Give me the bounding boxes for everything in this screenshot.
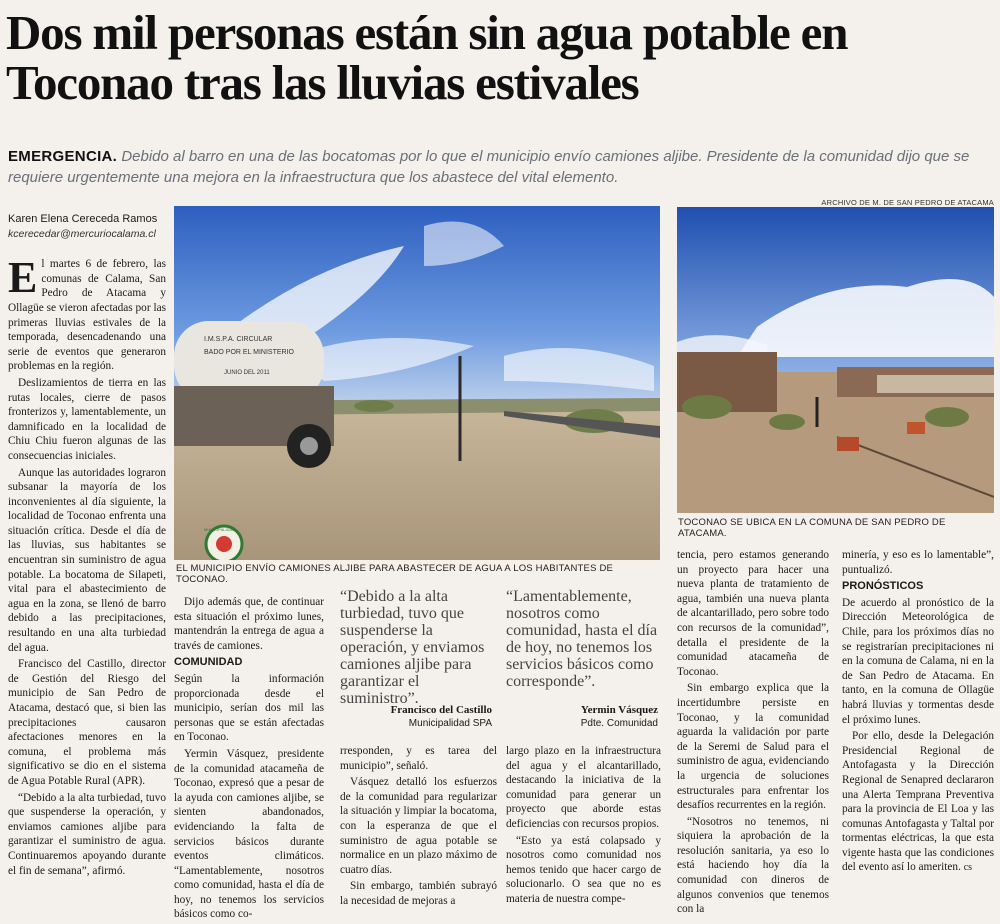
paragraph: tencia, pero estamos generando un proyecto para hacer una nueva planta de tratamiento de agua, también una nueva planta de alcantarillado, pero sobre todo con recursos de la comunidad”, detalla el presidente de la comunidad atacameña de Toconao.	[677, 549, 829, 678]
column-4	[506, 744, 661, 909]
kicker: EMERGENCIA.	[8, 148, 118, 165]
quote2-source	[506, 704, 658, 730]
quote2-name: Yermin Vásquez	[580, 704, 658, 716]
paragraph: El martes 6 de febrero, las comunas de Calama, San Pedro de Atacama y Ollagüe se vieron afectadas por las primeras lluvias estivales de la temporada, desencadenando una serie de eventos que generaron problemas en la región.	[8, 253, 166, 373]
column-5	[677, 548, 829, 919]
paragraph: Sin embargo, también subrayó la necesidad de mejoras a	[340, 880, 497, 907]
quote2-role: Pdte. Comunidad	[580, 718, 658, 729]
pull-quote-1: “Debido a la alta turbiedad, tuvo que suspenderse la operación, y enviamos camiones aljibe para garantizar el suministro”.	[340, 588, 485, 707]
photo2-credit: ARCHIVO DE M. DE SAN PEDRO DE ATACAMA	[821, 198, 994, 207]
paragraph: De acuerdo al pronóstico de la Dirección Meteorológica de Chile, para los próximos días no se registrarían precipitaciones ni en la comuna de Calama, ni en la de San Pedro de Atacama. En tanto, en la comuna de Ollagüe habrá lluvias y tormentas desde el próximo lunes.	[842, 596, 994, 726]
paragraph: Dijo además que, de continuar esta situación el próximo lunes, mantendrán la entrega de agua a través de camiones.	[174, 596, 324, 652]
svg-text:JUNIO DEL 2011: JUNIO DEL 2011	[224, 370, 270, 376]
photo1-caption: EL MUNICIPIO ENVÍO CAMIONES ALJIBE PARA ABASTECER DE AGUA A LOS HABITANTES DE TOCONAO.	[176, 563, 614, 585]
author-name: Karen Elena Cereceda Ramos	[8, 213, 158, 225]
paragraph: rresponden, y es tarea del municipio”, señaló.	[340, 745, 497, 772]
toconao-landscape-image	[677, 207, 994, 513]
paragraph: minería, y eso es lo lamentable”, puntualizó.	[842, 549, 994, 576]
paragraph: Sin embargo explica que la incertidumbre persiste en Toconao, y la comunidad aguarda la validación por parte de la Seremi de Salud para el suministro de agua, evidenciando la urgencia de soluciones estructurales para enfrentar los desafíos recurrentes en la región.	[677, 682, 829, 812]
column-1	[8, 212, 166, 880]
quote1-source	[340, 704, 492, 730]
paragraph: largo plazo en la infraestructura del agua y el alcantarillado, destacando la iniciativa de la comunidad para generar un proyecto que aborde estas deficiencias con recursos propios.	[506, 745, 661, 830]
column-3	[340, 744, 497, 911]
truck-landscape-image	[174, 206, 660, 560]
paragraph: Deslizamientos de tierra en las rutas locales, cierre de pasos fronterizos y, lamentablemente, un damnificado en la localidad de Chiu Chiu fueron algunas de las consecuencias iniciales.	[8, 376, 166, 462]
end-mark: cs	[963, 862, 973, 874]
quote1-role: Municipalidad SPA	[408, 718, 492, 729]
quote1-name: Francisco del Castillo	[390, 704, 492, 716]
byline	[8, 212, 166, 241]
photo2-caption: TOCONAO SE UBICA EN LA COMUNA DE SAN PEDRO DE ATACAMA.	[678, 517, 946, 539]
author-email[interactable]: kcerecedar@mercuriocalama.cl	[8, 227, 156, 240]
column-6	[842, 548, 994, 878]
paragraph: Yermin Vásquez, presidente de la comunidad atacameña de Toconao, expresó que a pesar de la ayuda con camiones aljibe, se sienten abandonados, evidenciando la falta de servicios básicos durante eventos climáticos. “Lamentablemente, nosotros como comunidad, hasta el día de hoy, no tenemos los servicios básicos como co-	[174, 747, 324, 921]
paragraph: Por ello, desde la Delegación Presidencial Regional de Antofagasta y la Dirección Regional de Senapred declararon una Alerta Temprana Preventiva para la provincia de El Loa y las comunas Antofagasta y Taltal por tormentas eléctricas, la que esta vigente hasta que las condiciones del evento así lo ameriten. cs	[842, 730, 994, 874]
column-2	[174, 595, 324, 924]
headline: Dos mil personas están sin agua potable en Toconao tras las lluvias estivales	[6, 5, 848, 110]
svg-text:MUNICIPALIDAD: MUNICIPALIDAD	[204, 527, 236, 532]
municipal-seal	[204, 526, 242, 560]
paragraph: “Nosotros no tenemos, ni siquiera la aprobación de la resolución sanitaria, ya eso lo está haciendo hoy día la comunidad con dineros de algunos convenios que tenemos con la	[677, 815, 829, 916]
photo-water-truck	[174, 206, 660, 560]
subhead-comunidad: COMUNIDAD	[174, 656, 243, 669]
lead-summary	[8, 146, 993, 188]
svg-text:I.M.S.P.A. CIRCULAR: I.M.S.P.A. CIRCULAR	[204, 336, 273, 343]
paragraph: “Esto ya está colapsado y nosotros como comunidad nos hemos tenido que hacer cargo de solucionarlo. O sea que no es materia de nuestra compe-	[506, 834, 661, 905]
paragraph: Según la información proporcionada desde el municipio, serían dos mil las personas que se están afectadas en Toconao.	[174, 672, 324, 744]
svg-text:BADO POR EL MINISTERIO: BADO POR EL MINISTERIO	[204, 349, 294, 356]
paragraph: Vásquez detalló los esfuerzos de la comunidad para regularizar la situación y limpiar la bocatoma, con la esperanza de que el suministro de agua potable se normalice en un plazo máximo de cuatro días.	[340, 776, 497, 876]
pull-quote-2: “Lamentablemente, nosotros como comunidad, hasta el día de hoy, no tenemos los servicios básicos como corresponde”.	[506, 588, 658, 690]
lead-text: Debido al barro en una de las bocatomas por lo que el municipio envío camiones aljibe. Presidente de la comunidad dijo que se requiere urgentemente una mejora en la infraestructura que los abastece del vital elemento.	[8, 148, 970, 186]
photo-toconao	[677, 207, 994, 513]
paragraph: “Debido a la alta turbiedad, tuvo que suspenderse la operación, y enviamos camiones aljibe para garantizar el suministro de agua. Continuaremos apoyando durante el fin de semana”, afirmó.	[8, 791, 166, 877]
subhead-pronosticos: PRONÓSTICOS	[842, 580, 924, 593]
paragraph: Aunque las autoridades lograron subsanar la mayoría de los inconvenientes al día siguiente, la localidad de Toconao enfrenta una situación crítica. Desde el día de las lluvias, sus habitantes se encuentran sin suministro de agua potable. La bocatoma de Silapeti, vital para el abastecimiento de agua en la zona, se llenó de barro debido a las precipitaciones, resultando en una alta turbiedad del agua.	[8, 466, 166, 654]
dropcap: E	[8, 253, 38, 303]
paragraph: Francisco del Castillo, director de Gestión del Riesgo del municipio de San Pedro de Atacama, destacó que, si bien las precipitaciones causaron afectaciones menores en la comuna, el problema más significativo se dio en el sistema de Agua Potable Rural (APR).	[8, 658, 166, 787]
